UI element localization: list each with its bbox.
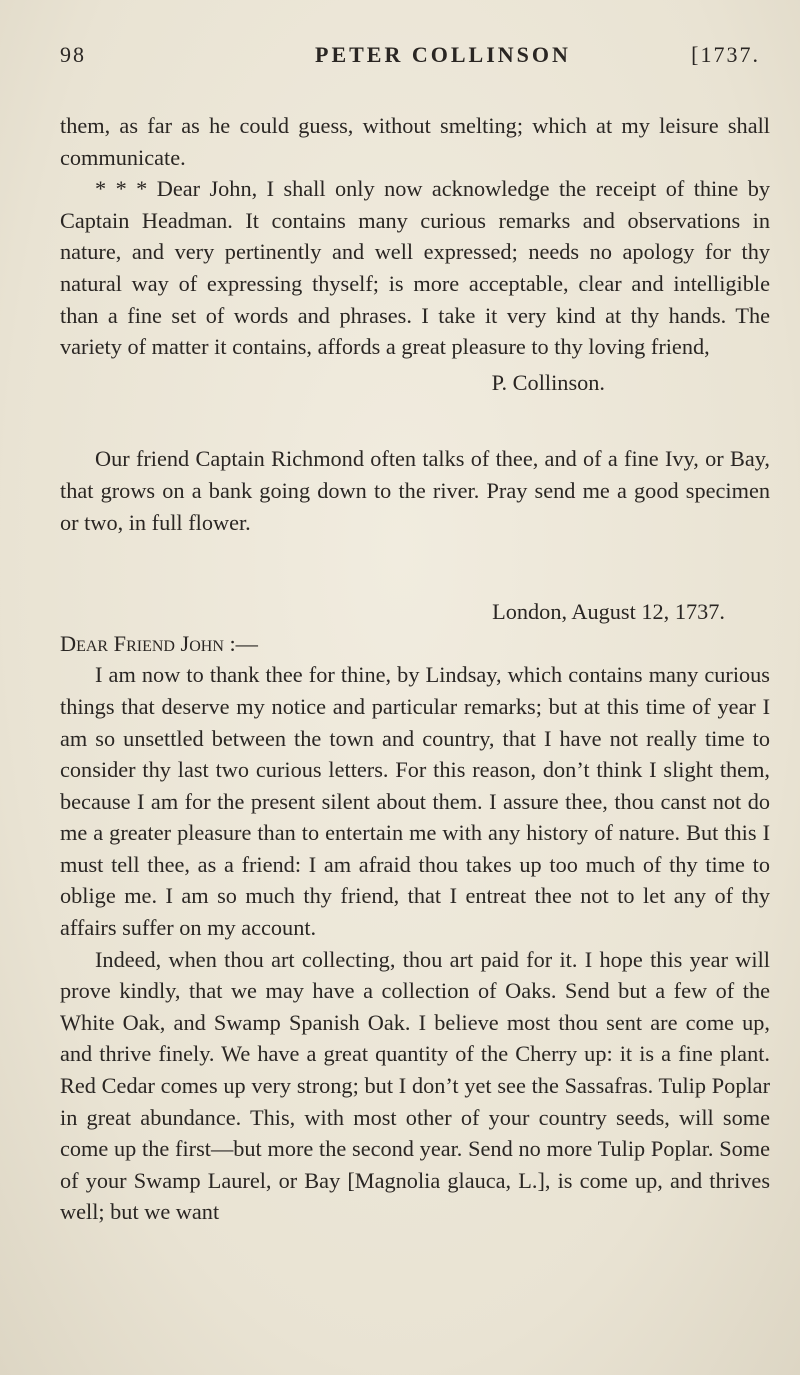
running-header	[60, 42, 760, 72]
paragraph: * * * Dear John, I shall only now acknowledge the receipt of thine by Captain Headman. It contains many curious remarks and observations in nature, and very pertinently and well expressed; needs no apology for thy natural way of expressing thyself; is more acceptable, clear and intelligible than a fine set of words and phrases. I take it very kind at thy hands. The variety of matter it contains, affords a great pleasure to thy loving friend,	[60, 176, 770, 360]
signature: P. Collinson.	[491, 369, 605, 395]
paragraph: I am now to thank thee for thine, by Lindsay, which contains many curious things that deserve my notice and particular remarks; but at this time of year I am so unsettled between the town and country, that I have not really time to consider thy last two curious letters. For this reason, don’t think I slight them, because I am for the present silent about them. I assure thee, thou canst not do me a greater pleasure than to entertain me with any history of nature. But this I must tell thee, as a friend: I am afraid thou takes up too much of thy time to oblige me. I am so much thy friend, that I entreat thee not to let any of thy affairs suffer on my account.	[60, 662, 770, 941]
dateline: London, August 12, 1737.	[492, 599, 725, 625]
header-year: [1737.	[691, 42, 760, 67]
running-title: PETER COLLINSON	[315, 42, 571, 67]
page-number: 98	[60, 42, 86, 67]
paragraph: Indeed, when thou art collecting, thou art paid for it. I hope this year will prove kindly, that we may have a collection of Oaks. Send but a few of the White Oak, and Swamp Spanish Oak. I believe most thou sent are come up, and thrive finely. We have a great quantity of the Cherry up: it is a fine plant. Red Cedar comes up very strong; but I don’t yet see the Sassafras. Tulip Poplar in great abundance. This, with most other of your country seeds, will some come up the first—but more the second year. Send no more Tulip Poplar. Some of your Swamp Laurel, or Bay [Magnolia glauca, L.], is come up, and thrives well; but we want	[60, 946, 770, 1225]
paragraph: them, as far as he could guess, without smelting; which at my leisure shall communicate.	[60, 113, 770, 170]
page-body	[60, 110, 770, 1228]
paragraph: Our friend Captain Richmond often talks of thee, and of a fine Ivy, or Bay, that grows on a bank going down to the river. Pray send me a good specimen or two, in full flower.	[60, 446, 770, 535]
salutation: Dear Friend John :—	[60, 630, 258, 656]
